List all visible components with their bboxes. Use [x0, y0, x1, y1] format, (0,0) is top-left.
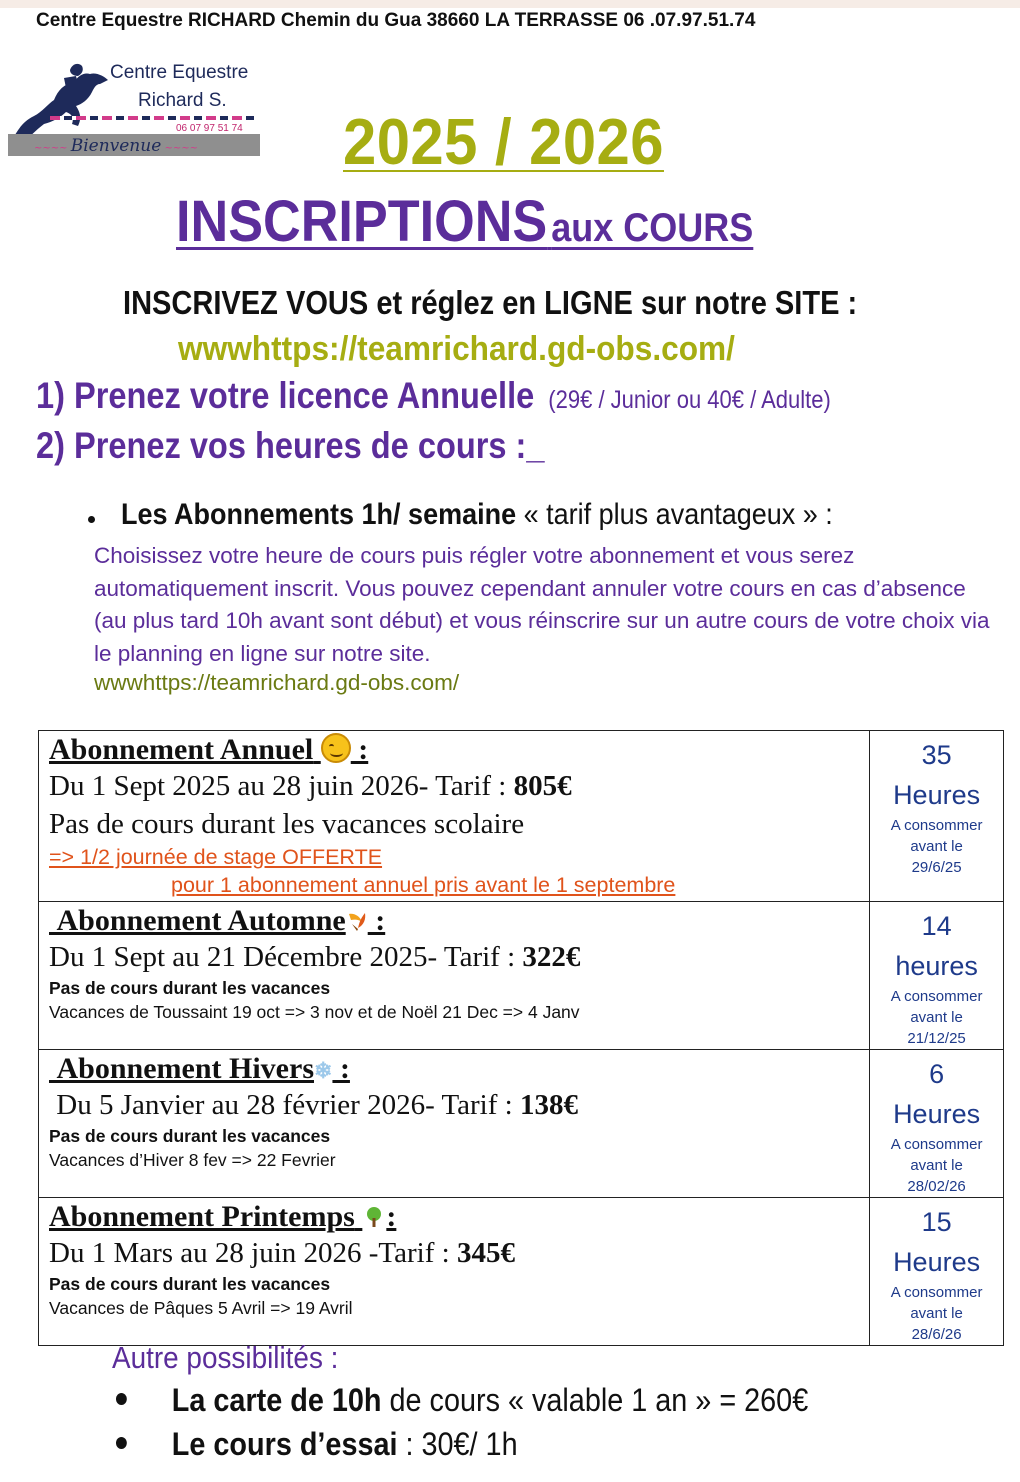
step-1	[36, 375, 831, 417]
plan-price: 805€	[513, 770, 572, 802]
step-1-note: (29€ / Junior ou 40€ / Adulte)	[548, 386, 831, 414]
logo-name-line1: Centre Equestre	[110, 62, 249, 83]
logo-stripe	[50, 116, 258, 120]
hours-unit: Heures	[893, 780, 981, 810]
plan-info	[39, 1198, 870, 1346]
abonnements-heading-rest: « tarif plus avantageux » :	[516, 498, 833, 531]
bullet-icon	[116, 1393, 127, 1405]
hours-unit: Heures	[893, 1247, 981, 1277]
plans-table	[38, 730, 1004, 1346]
plan-note: Pas de cours durant les vacances scolaire	[49, 808, 525, 840]
plan-hours	[870, 1198, 1004, 1346]
other-options-title: Autre possibilités :	[112, 1340, 339, 1375]
plan-hours	[870, 731, 1004, 902]
plan-period	[49, 938, 859, 976]
plan-vacation-title: Pas de cours durant les vacances	[49, 1274, 331, 1294]
plan-period-text: Du 1 Mars au 28 juin 2026 -Tarif :	[49, 1237, 457, 1269]
plan-title-text: Abonnement Annuel	[49, 733, 314, 766]
hours-count: 35	[921, 740, 952, 770]
site-url-link[interactable]: wwwhttps://teamrichard.gd-obs.com/	[178, 330, 735, 368]
hours-unit: Heures	[893, 1099, 981, 1129]
plan-offer: => 1/2 journée de stage OFFERTE	[49, 845, 383, 869]
hours-before: avant le	[910, 1305, 963, 1322]
plan-offer-condition: pour 1 abonnement annuel pris avant le 1 septembre	[171, 873, 676, 897]
plan-vacation-dates: Vacances d’Hiver 8 fev => 22 Fevrier	[49, 1150, 336, 1170]
hours-deadline: 21/12/25	[907, 1030, 966, 1047]
plan-title-text: Abonnement Printemps	[49, 1200, 355, 1233]
tree-icon	[362, 1205, 386, 1229]
hours-consume: A consommer	[890, 1136, 983, 1153]
plan-row-annuel	[39, 731, 1004, 902]
hours-count: 15	[921, 1207, 952, 1237]
plan-price: 138€	[519, 1089, 578, 1121]
plan-vacation-title: Pas de cours durant les vacances	[49, 978, 331, 998]
hours-consume: A consommer	[890, 1284, 983, 1301]
plan-hours	[870, 1050, 1004, 1198]
snowflake-icon: ❄	[314, 1058, 333, 1083]
hours-deadline: 29/6/25	[911, 859, 962, 876]
hours-consume: A consommer	[890, 988, 983, 1005]
hours-before: avant le	[910, 838, 963, 855]
plan-info	[39, 902, 870, 1050]
main-title-small: aux COURS	[551, 206, 754, 250]
club-logo	[4, 56, 260, 160]
logo-welcome-text: Bienvenue	[70, 136, 162, 156]
bullet-icon	[88, 516, 95, 523]
plan-title: Abonnement Annuel :	[49, 733, 369, 766]
plan-title: Abonnement Hivers❄ :	[56, 1052, 350, 1085]
option-trial-lesson	[116, 1426, 518, 1463]
plan-period-text: Du 1 Sept 2025 au 28 juin 2026- Tarif :	[49, 770, 514, 802]
hours-deadline: 28/6/26	[911, 1326, 962, 1343]
top-band	[0, 0, 1020, 8]
contact-header: Centre Equestre RICHARD Chemin du Gua 38660 LA TERRASSE 06 .07.97.51.74	[36, 10, 756, 31]
hours-count: 14	[921, 911, 952, 941]
plan-vacation-dates: Vacances de Pâques 5 Avril => 19 Avril	[49, 1298, 353, 1318]
plan-row-automne	[39, 902, 1004, 1050]
hours-consume: A consommer	[890, 817, 983, 834]
logo-name-line2: Richard S.	[138, 90, 227, 111]
plan-period	[49, 1234, 859, 1272]
plan-price: 322€	[522, 941, 581, 973]
plan-row-printemps	[39, 1198, 1004, 1346]
option-2-rest: : 30€/ 1h	[397, 1426, 518, 1462]
plan-period	[49, 1086, 859, 1124]
hours-deadline: 28/02/26	[907, 1178, 966, 1195]
option-card-10h	[116, 1382, 808, 1419]
abonnements-heading-bold: Les Abonnements 1h/ semaine	[121, 498, 517, 531]
plan-title: Abonnement Printemps :	[49, 1200, 397, 1233]
hours-count: 6	[929, 1059, 945, 1089]
hours-unit: heures	[895, 951, 978, 981]
plan-info	[39, 731, 870, 902]
plan-period-text: Du 5 Janvier au 28 février 2026- Tarif :	[56, 1089, 520, 1121]
abonnements-heading	[121, 498, 833, 532]
plan-vacation-title: Pas de cours durant les vacances	[49, 1126, 331, 1146]
option-2-bold: Le cours d’essai	[171, 1426, 398, 1462]
main-title	[176, 188, 753, 255]
hours-before: avant le	[910, 1157, 963, 1174]
step-2: 2) Prenez vos heures de cours :_	[36, 425, 545, 466]
smile-emoji-icon	[321, 733, 351, 763]
signup-instruction: INSCRIVEZ VOUS et réglez en LIGNE sur notre SITE :	[123, 284, 858, 321]
autumn-leaf-icon	[346, 910, 368, 932]
logo-welcome: ~~~~ Bienvenue ~~~~	[34, 136, 198, 156]
logo-phone: 06 07 97 51 74	[176, 123, 243, 134]
plan-info	[39, 1050, 870, 1198]
bullet-icon	[116, 1437, 127, 1449]
main-title-big: INSCRIPTIONS	[176, 189, 548, 254]
step-1-label: 1) Prenez votre licence Annuelle	[36, 375, 535, 416]
season-title: 2025 / 2026	[343, 105, 664, 178]
plan-title: Abonnement Automne :	[56, 904, 386, 937]
abonnements-url-link[interactable]: wwwhttps://teamrichard.gd-obs.com/	[94, 670, 460, 695]
hours-before: avant le	[910, 1009, 963, 1026]
plan-vacation-dates: Vacances de Toussaint 19 oct => 3 nov et de Noël 21 Dec => 4 Janv	[49, 1002, 580, 1022]
plan-title-text: Abonnement Automne	[56, 904, 346, 937]
plan-period-text: Du 1 Sept au 21 Décembre 2025- Tarif :	[49, 941, 523, 973]
option-1-rest: de cours « valable 1 an » = 260€	[381, 1382, 809, 1418]
plan-row-hivers	[39, 1050, 1004, 1198]
abonnements-description: Choisissez votre heure de cours puis régler votre abonnement et vous serez automatiquement inscrit. Vous pouvez cependant annuler votre cours en cas d’absence (au plus tard 10h avant sont début) et vous réinscrire sur un autre cours de votre choix via le planning en ligne sur notre site.	[94, 543, 990, 666]
plan-hours	[870, 902, 1004, 1050]
option-1-bold: La carte de 10h	[171, 1382, 382, 1418]
plan-title-text: Abonnement Hivers	[56, 1052, 314, 1085]
plan-price: 345€	[456, 1237, 515, 1269]
plan-period	[49, 767, 859, 805]
